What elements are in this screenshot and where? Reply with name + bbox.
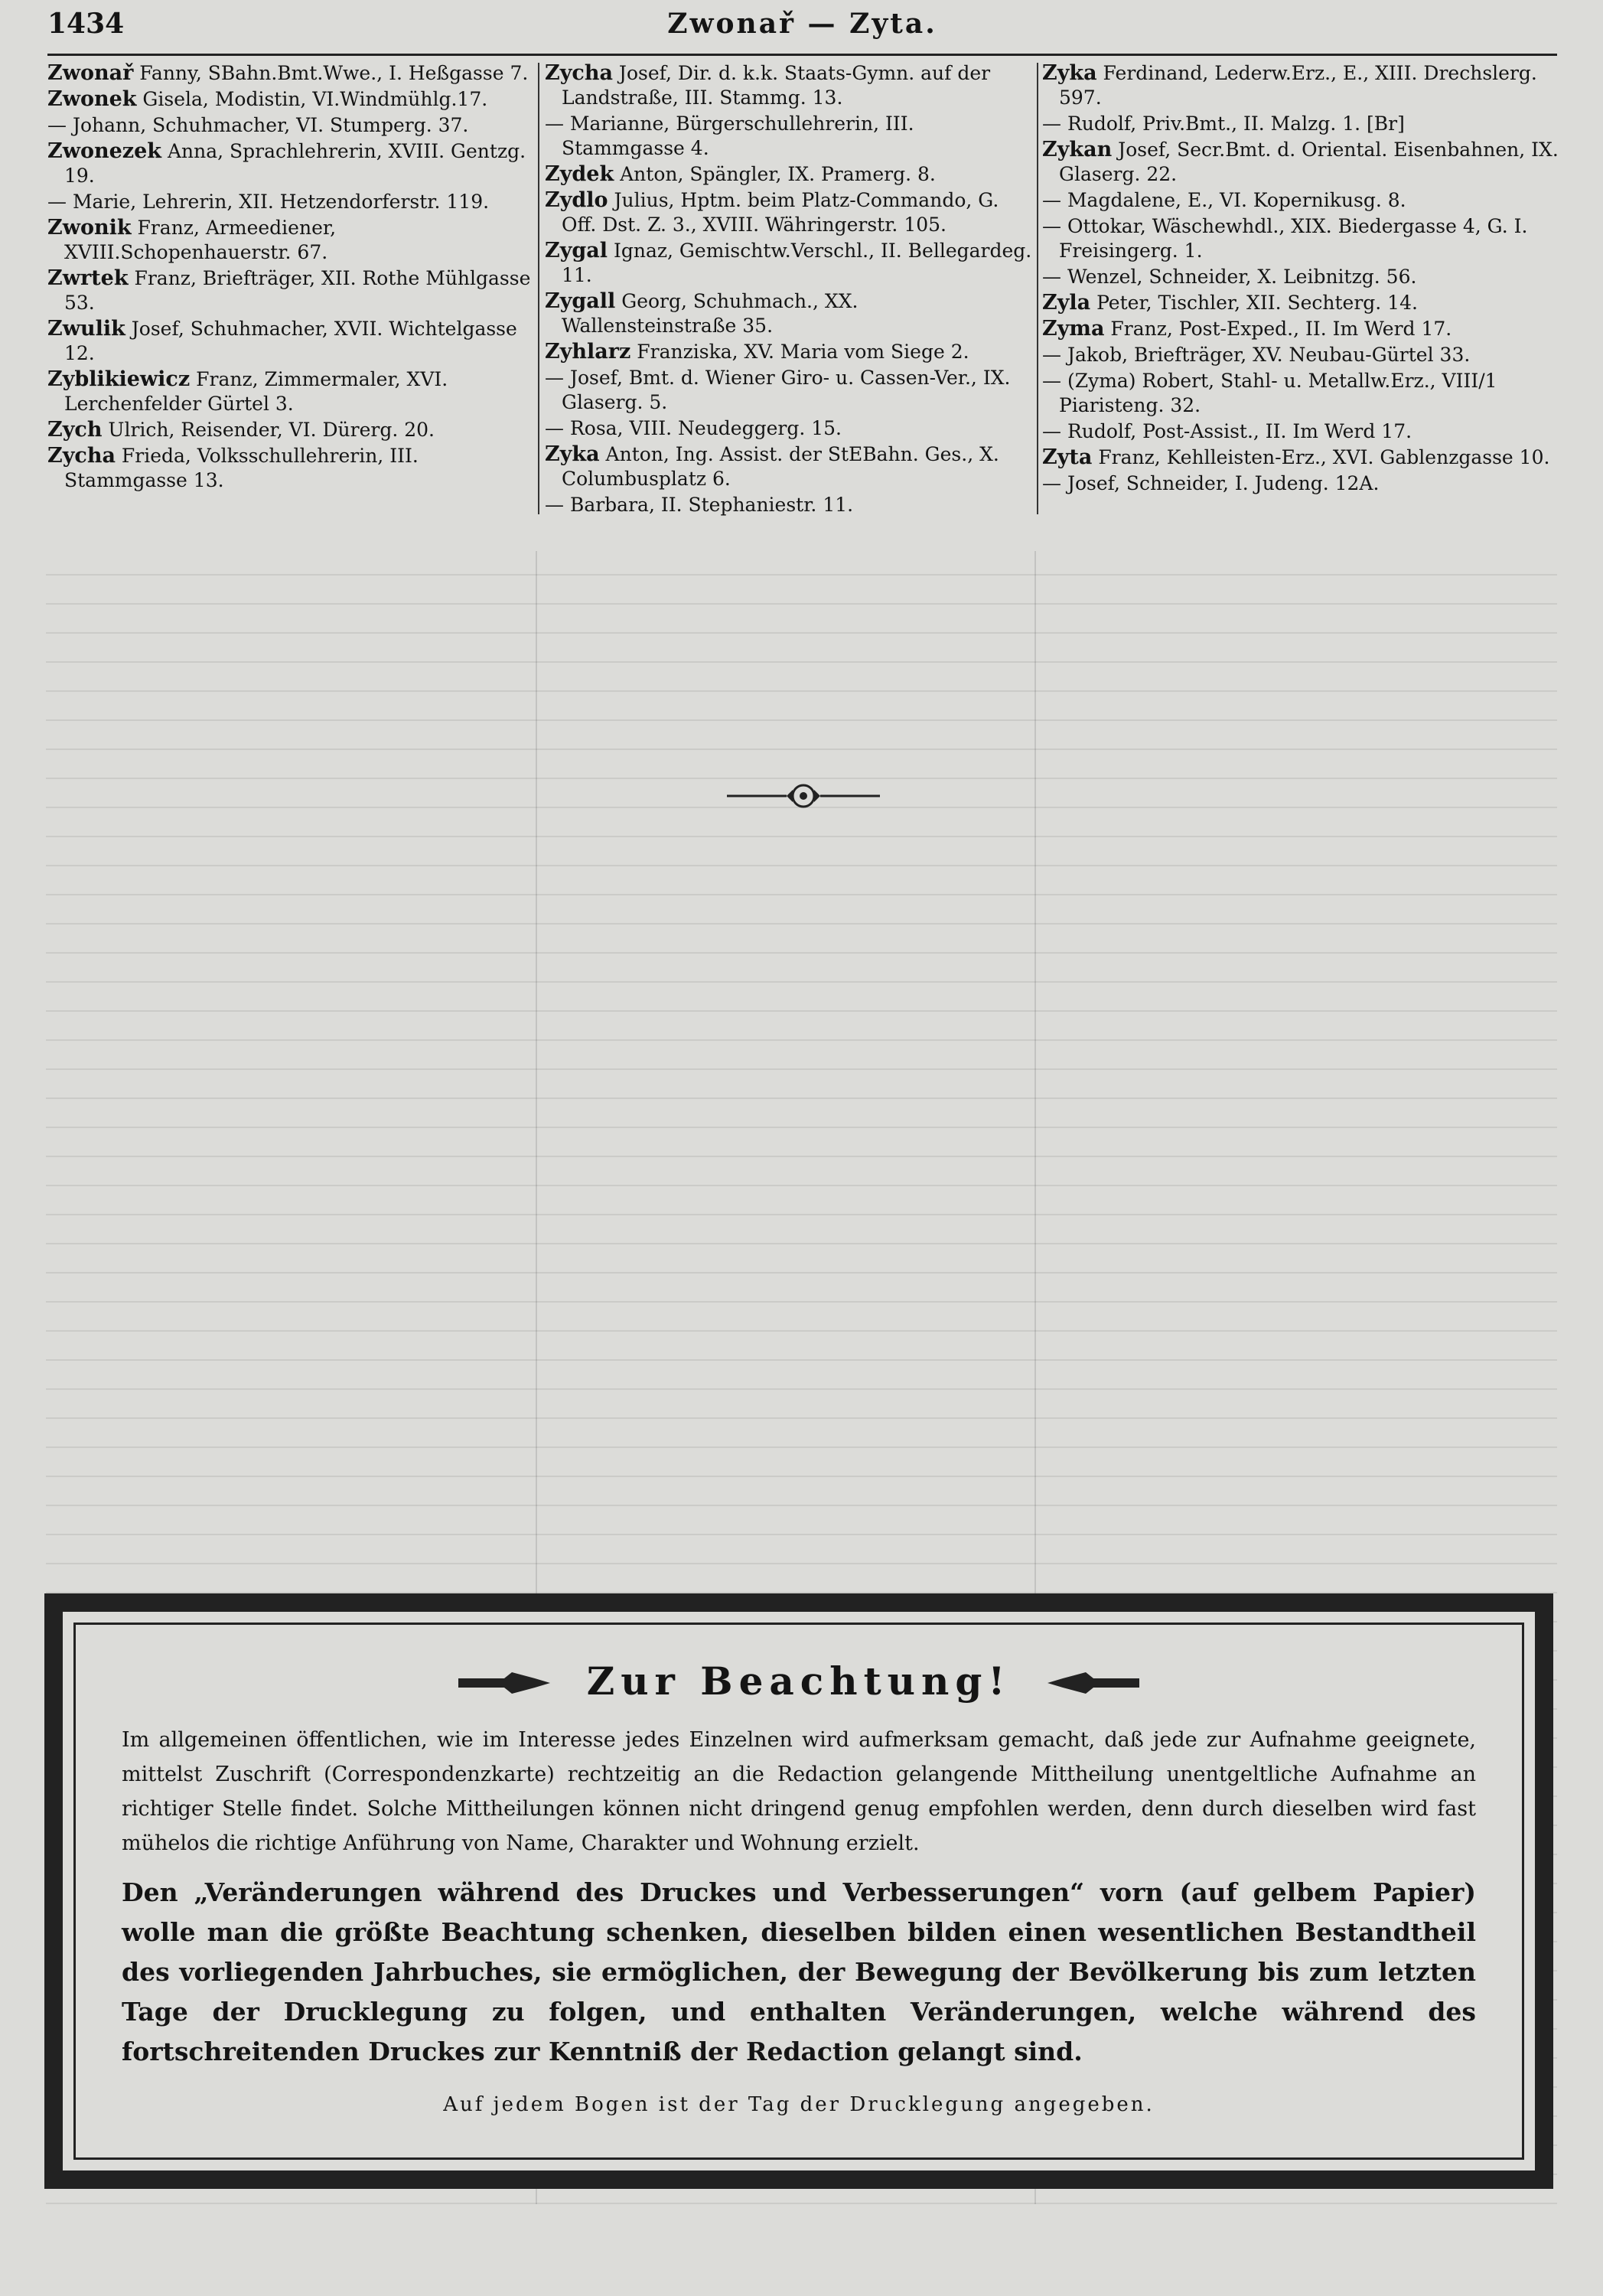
entry-surname: Zyka (1042, 61, 1097, 85)
entry-surname: Zyla (1042, 291, 1091, 315)
column-divider (1037, 63, 1038, 514)
ornament-icon (727, 781, 880, 811)
entry-text: — (Zyma) Robert, Stahl- u. Metallw.Erz., VIII/1 Piaristeng. 32. (1042, 370, 1497, 416)
entry-surname: Zyka (545, 442, 600, 466)
entry-surname: Zyta (1042, 445, 1093, 469)
directory-entry (545, 239, 1036, 288)
directory-entry (545, 162, 1036, 187)
directory-entry (1042, 188, 1559, 213)
entry-text: — Wenzel, Schneider, X. Leibnitzg. 56. (1042, 266, 1417, 288)
directory-entry (47, 418, 539, 442)
entry-surname: Zwonik (47, 216, 132, 240)
entry-surname: Zygal (545, 239, 608, 263)
entry-surname: Zwrtek (47, 266, 129, 290)
directory-entry (1042, 369, 1559, 418)
entry-text: Franz, Kehlleisten-Erz., XVI. Gablenzgasse 10. (1092, 446, 1550, 468)
directory-entry (545, 493, 1036, 517)
directory-entry (47, 113, 539, 138)
directory-entry (47, 87, 539, 112)
column-1 (47, 61, 539, 494)
notice-heading (122, 1658, 1476, 1707)
directory-entry (1042, 291, 1559, 315)
notice-title: Zur Beachtung! (586, 1658, 1012, 1704)
entry-surname: Zydlo (545, 188, 608, 212)
entry-text: Franz, Briefträger, XII. Rothe Mühlgasse 53. (64, 267, 531, 314)
entry-surname: Zyma (1042, 317, 1105, 341)
pointing-hand-right-icon (458, 1669, 550, 1697)
entry-text: — Josef, Schneider, I. Judeng. 12A. (1042, 472, 1380, 494)
entry-text: — Jakob, Briefträger, XV. Neubau-Gürtel 33. (1042, 344, 1471, 366)
directory-entry (1042, 445, 1559, 470)
entry-text: Franz, Post-Exped., II. Im Werd 17. (1104, 318, 1452, 340)
directory-columns (47, 61, 1559, 520)
page-header (47, 8, 1557, 54)
entry-text: — Magdalene, E., VI. Kopernikusg. 8. (1042, 189, 1406, 211)
directory-entry (47, 317, 539, 366)
entry-text: Franz, Zimmermaler, XVI. Lerchenfelder Gürtel 3. (64, 368, 448, 415)
entry-surname: Zwonezek (47, 139, 161, 163)
entry-text: — Rudolf, Priv.Bmt., II. Malzg. 1. [Br] (1042, 113, 1405, 135)
entry-text: Anton, Spängler, IX. Pramerg. 8. (614, 163, 936, 185)
directory-entry (47, 367, 539, 416)
column-divider (538, 63, 539, 514)
header-rule (47, 54, 1557, 56)
directory-entry (47, 190, 539, 214)
pointing-hand-left-icon (1047, 1669, 1139, 1697)
directory-entry (1042, 138, 1559, 187)
entry-surname: Zych (47, 418, 103, 442)
entry-text: Gisela, Modistin, VI.Windmühlg.17. (136, 88, 488, 110)
notice-footer: Auf jedem Bogen ist der Tag der Drucklegung angegeben. (443, 2093, 1155, 2116)
directory-entry (47, 444, 539, 493)
entry-surname: Zyblikiewicz (47, 367, 191, 391)
entry-text: — Marianne, Bürgerschullehrerin, III. Stammgasse 4. (545, 113, 914, 159)
directory-entry (545, 61, 1036, 110)
notice-paragraph: Im allgemeinen öffentlichen, wie im Interesse jedes Einzelnen wird aufmerksam gemacht, daß jede zur Aufnahme geeignete, mittelst Zuschrift (Correspondenzkarte) rechtzeitig an die Redaction gelangende Mittheilung unentgeltliche Aufnahme an richtiger Stelle findet. Solche Mittheilungen können nicht dringend genug empfohlen werden, denn durch dieselben wird fast mühelos die richtige Anführung von Name, Charakter und Wohnung erzielt. (122, 1728, 1476, 1855)
directory-entry (545, 340, 1036, 364)
entry-text: Ferdinand, Lederw.Erz., E., XIII. Drechslerg. 597. (1059, 62, 1537, 109)
directory-entry (1042, 343, 1559, 367)
column-3 (1042, 61, 1559, 497)
entry-surname: Zycha (47, 444, 116, 468)
entry-text: Peter, Tischler, XII. Sechterg. 14. (1090, 292, 1418, 314)
entry-text: — Rudolf, Post-Assist., II. Im Werd 17. (1042, 420, 1412, 442)
entry-text: Anton, Ing. Assist. der StEBahn. Ges., X. Columbusplatz 6. (562, 443, 999, 490)
entry-text: Frieda, Volksschullehrerin, III. Stammgasse 13. (64, 445, 419, 491)
directory-entry (1042, 471, 1559, 496)
entry-text: — Josef, Bmt. d. Wiener Giro- u. Cassen-Ver., IX. Glaserg. 5. (545, 367, 1011, 413)
page-number: 1434 (47, 8, 125, 40)
directory-entry (1042, 317, 1559, 341)
entry-text: Ignaz, Gemischtw.Verschl., II. Bellegardeg. 11. (562, 240, 1032, 286)
running-title: Zwonař — Zyta. (667, 8, 937, 40)
entry-text: — Rosa, VIII. Neudeggerg. 15. (545, 417, 842, 439)
entry-text: Georg, Schuhmach., XX. Wallensteinstraße 35. (562, 290, 859, 337)
directory-entry (545, 289, 1036, 338)
directory-entry (47, 139, 539, 188)
entry-surname: Zydek (545, 162, 614, 186)
directory-entry (1042, 112, 1559, 136)
entry-text: — Ottokar, Wäschewhdl., XIX. Biedergasse 4, G. I. Freisingerg. 1. (1042, 215, 1528, 262)
entry-surname: Zygall (545, 289, 616, 313)
directory-entry (545, 112, 1036, 161)
directory-entry (545, 442, 1036, 491)
entry-text: Josef, Dir. d. k.k. Staats-Gymn. auf der Landstraße, III. Stammg. 13. (562, 62, 991, 109)
directory-entry (545, 416, 1036, 441)
directory-entry (1042, 265, 1559, 289)
entry-surname: Zwonař (47, 61, 134, 85)
entry-surname: Zykan (1042, 138, 1113, 161)
entry-surname: Zwonek (47, 87, 137, 111)
entry-text: Ulrich, Reisender, VI. Dürerg. 20. (102, 419, 435, 441)
entry-text: Franz, Armeediener, XVIII.Schopenhauerstr. 67. (64, 217, 337, 263)
column-2 (545, 61, 1036, 519)
entry-text: — Barbara, II. Stephaniestr. 11. (545, 494, 854, 516)
entry-surname: Zyhlarz (545, 340, 631, 364)
entry-surname: Zycha (545, 61, 613, 85)
entry-text: — Johann, Schuhmacher, VI. Stumperg. 37. (47, 114, 469, 136)
entry-text: — Marie, Lehrerin, XII. Hetzendorferstr. 119. (47, 191, 490, 213)
directory-entry (1042, 61, 1559, 110)
notice-emphasis-paragraph: Den „Veränderungen während des Druckes und Verbesserungen“ vorn (auf gelbem Papier) wolle man die größte Beachtung schenken, dieselben bilden einen wesentlichen Bestandtheil des vorliegenden Jahrbuches, sie ermöglichen, der Bewegung der Bevölkerung bis zum letzten Tage der Drucklegung zu folgen, und enthalten Veränderungen, welche während des fortschreitenden Druckes zur Kenntniß der Redaction gelangt sind. (122, 1877, 1476, 2066)
directory-entry (1042, 419, 1559, 444)
directory-entry (47, 266, 539, 315)
directory-entry (545, 188, 1036, 237)
entry-text: Julius, Hptm. beim Platz-Commando, G. Off. Dst. Z. 3., XVIII. Währingerstr. 105. (562, 189, 999, 236)
notice-box (44, 1593, 1553, 2189)
entry-text: Josef, Secr.Bmt. d. Oriental. Eisenbahnen, IX. Glaserg. 22. (1059, 139, 1559, 185)
entry-text: Franziska, XV. Maria vom Siege 2. (630, 341, 969, 363)
directory-entry (47, 61, 539, 86)
entry-text: Anna, Sprachlehrerin, XVIII. Gentzg. 19. (64, 140, 526, 187)
entry-text: Fanny, SBahn.Bmt.Wwe., I. Heßgasse 7. (133, 62, 529, 84)
entry-text: Josef, Schuhmacher, XVII. Wichtelgasse 12. (64, 318, 517, 364)
notice-inner-frame (73, 1623, 1524, 2160)
directory-entry (545, 366, 1036, 415)
directory-entry (47, 216, 539, 265)
entry-surname: Zwulik (47, 317, 125, 341)
directory-entry (1042, 214, 1559, 263)
